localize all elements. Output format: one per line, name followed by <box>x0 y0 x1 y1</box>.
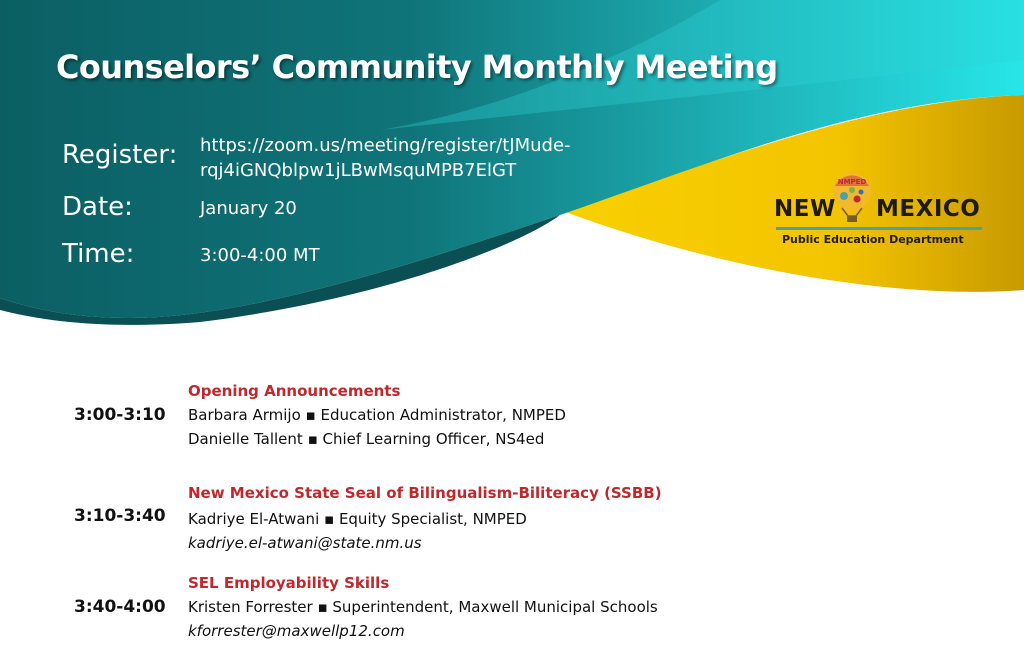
agenda-speaker: Danielle Tallent ▪ Chief Learning Officer, NS4ed <box>188 430 545 448</box>
date-label: Date: <box>62 192 133 222</box>
logo-badge: NMPED <box>837 178 867 186</box>
agenda-speaker: Barbara Armijo ▪ Education Administrator, NMPED <box>188 406 566 424</box>
balloon-icon <box>830 172 874 224</box>
agenda-title: New Mexico State Seal of Bilingualism-Biliteracy (SSBB) <box>188 484 662 502</box>
agenda-title: SEL Employability Skills <box>188 574 390 592</box>
agenda-speaker: Kristen Forrester ▪ Superintendent, Maxwell Municipal Schools <box>188 598 658 616</box>
agenda-email-link[interactable]: kforrester@maxwellp12.com <box>188 622 405 640</box>
nmped-logo <box>772 172 982 252</box>
agenda-item <box>0 484 1024 564</box>
agenda-item <box>0 382 1024 462</box>
register-link-line2[interactable]: rqj4iGNQblpw1jLBwMsquMPB7ElGT <box>200 160 517 181</box>
agenda-time: 3:00-3:10 <box>74 405 166 425</box>
agenda-email-link[interactable]: kadriye.el-atwani@state.nm.us <box>188 534 422 552</box>
agenda-speaker: Kadriye El-Atwani ▪ Equity Specialist, NMPED <box>188 510 527 528</box>
logo-divider <box>776 227 982 230</box>
agenda-title: Opening Announcements <box>188 382 401 400</box>
logo-subtitle: Public Education Department <box>782 233 964 246</box>
date-value: January 20 <box>200 198 297 219</box>
logo-word-new: NEW <box>774 196 836 222</box>
page-title: Counselors’ Community Monthly Meeting <box>56 48 778 86</box>
logo-word-mexico: MEXICO <box>876 196 981 222</box>
time-value: 3:00-4:00 MT <box>200 245 320 266</box>
register-link[interactable] <box>200 133 571 183</box>
agenda-time: 3:10-3:40 <box>74 506 166 526</box>
register-label: Register: <box>62 140 178 170</box>
time-label: Time: <box>62 239 135 269</box>
agenda-item <box>0 574 1024 654</box>
agenda-time: 3:40-4:00 <box>74 597 166 617</box>
register-link-line1[interactable]: https://zoom.us/meeting/register/tJMude- <box>200 135 571 156</box>
